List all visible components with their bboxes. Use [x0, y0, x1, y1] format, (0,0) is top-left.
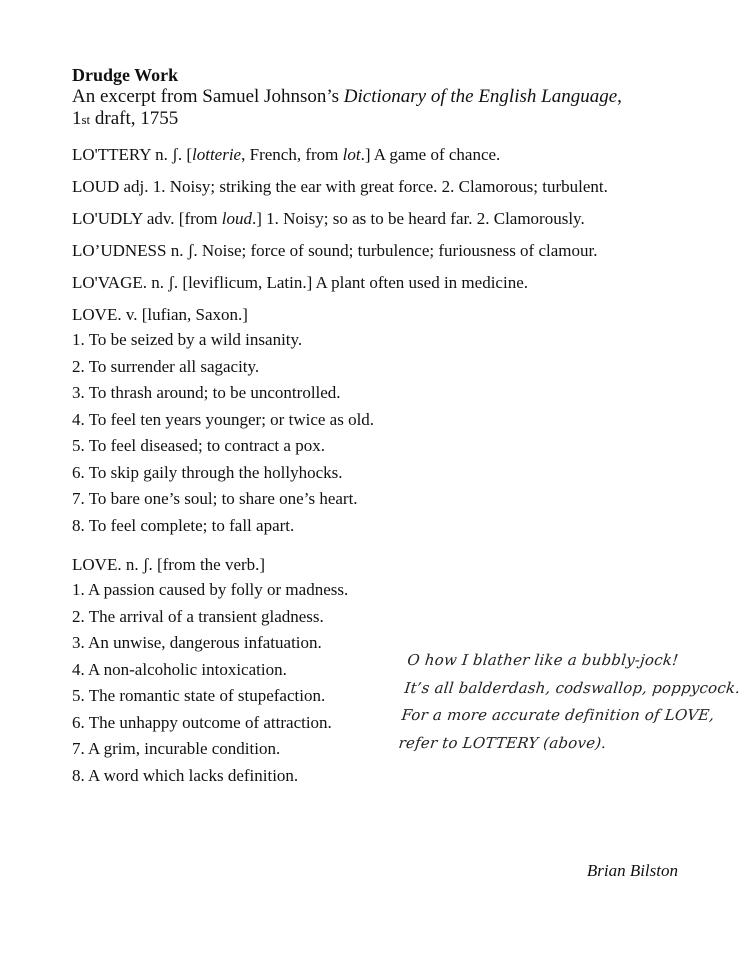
- entry-loudness: LO’UDNESS n. ʃ. Noise; force of sound; turbulence; furiousness of clamour.: [72, 241, 598, 260]
- poem-title: Drudge Work: [72, 65, 179, 85]
- entry-loudly-tail: .] 1. Noisy; so as to be heard far. 2. Clamorously.: [252, 209, 585, 228]
- list-item: 5. To feel diseased; to contract a pox.: [72, 436, 325, 455]
- entry-lottery: [72, 145, 712, 165]
- list-item: 7. A grim, incurable condition.: [72, 739, 281, 758]
- list-item: 6. The unhappy outcome of attraction.: [72, 712, 332, 732]
- list-item: 5. The romantic state of stupefaction.: [72, 686, 326, 705]
- list-item: 3. To thrash around; to be uncontrolled.: [72, 383, 341, 402]
- entry-love-noun-head: LOVE. n. ʃ. [from the verb.]: [72, 555, 266, 574]
- entry-loudly: [72, 209, 712, 229]
- subtitle-prefix: An excerpt from Samuel Johnson’s: [72, 86, 344, 107]
- list-item: 1. A passion caused by folly or madness.: [72, 580, 349, 599]
- list-item: 2. To surrender all sagacity.: [72, 356, 260, 376]
- entry-lottery-root: lot: [342, 145, 361, 164]
- list-item: 7. To bare one’s soul; to share one’s heart.: [72, 489, 358, 508]
- love-verb-senses: [72, 327, 712, 539]
- entry-lovage: LO'VAGE. n. ʃ. [leviflicum, Latin.] A plant often used in medicine.: [72, 273, 528, 292]
- entry-loudly-head: LO'UDLY adv. [from: [72, 209, 222, 228]
- edition-rest: draft, 1755: [90, 108, 179, 129]
- poem-subtitle: [72, 86, 712, 131]
- aside-line: For a more accurate definition of LOVE,: [400, 706, 716, 724]
- entry-loud: LOUD adj. 1. Noisy; striking the ear with great force. 2. Clamorous; turbulent.: [72, 177, 608, 196]
- subtitle-book-title: Dictionary of the English Language: [343, 86, 618, 107]
- list-item: 2. The arrival of a transient gladness.: [72, 606, 324, 626]
- edition-number: 1: [72, 108, 82, 129]
- list-item: 4. A non-alcoholic intoxication.: [72, 659, 287, 679]
- list-item: 8. To feel complete; to fall apart.: [72, 515, 295, 535]
- entry-lottery-head: LO'TTERY n. ʃ. [: [72, 145, 192, 164]
- aside-line: O how I blather like a bubbly-jock!: [406, 651, 680, 669]
- aside-line: It’s all balderdash, codswallop, poppycock.: [403, 678, 742, 697]
- handwritten-aside: [397, 647, 742, 757]
- list-item: 8. A word which lacks definition.: [72, 765, 299, 785]
- aside-line: refer to LOTTERY (above).: [397, 733, 608, 752]
- list-item: 4. To feel ten years younger; or twice as old.: [72, 409, 375, 429]
- edition-ordinal: st: [81, 112, 91, 127]
- list-item: 3. An unwise, dangerous infatuation.: [72, 633, 322, 652]
- entry-love-verb-head: LOVE. v. [lufian, Saxon.]: [72, 305, 248, 324]
- subtitle-comma: ,: [617, 86, 622, 107]
- author-name: Brian Bilston: [586, 861, 678, 880]
- entry-lottery-tail: .] A game of chance.: [360, 145, 501, 164]
- entry-loudly-root: loud: [221, 209, 252, 228]
- entry-lottery-etym: lotterie: [192, 145, 242, 164]
- list-item: 1. To be seized by a wild insanity.: [72, 330, 303, 349]
- entry-lottery-mid: , French, from: [241, 145, 343, 164]
- list-item: 6. To skip gaily through the hollyhocks.: [72, 462, 343, 482]
